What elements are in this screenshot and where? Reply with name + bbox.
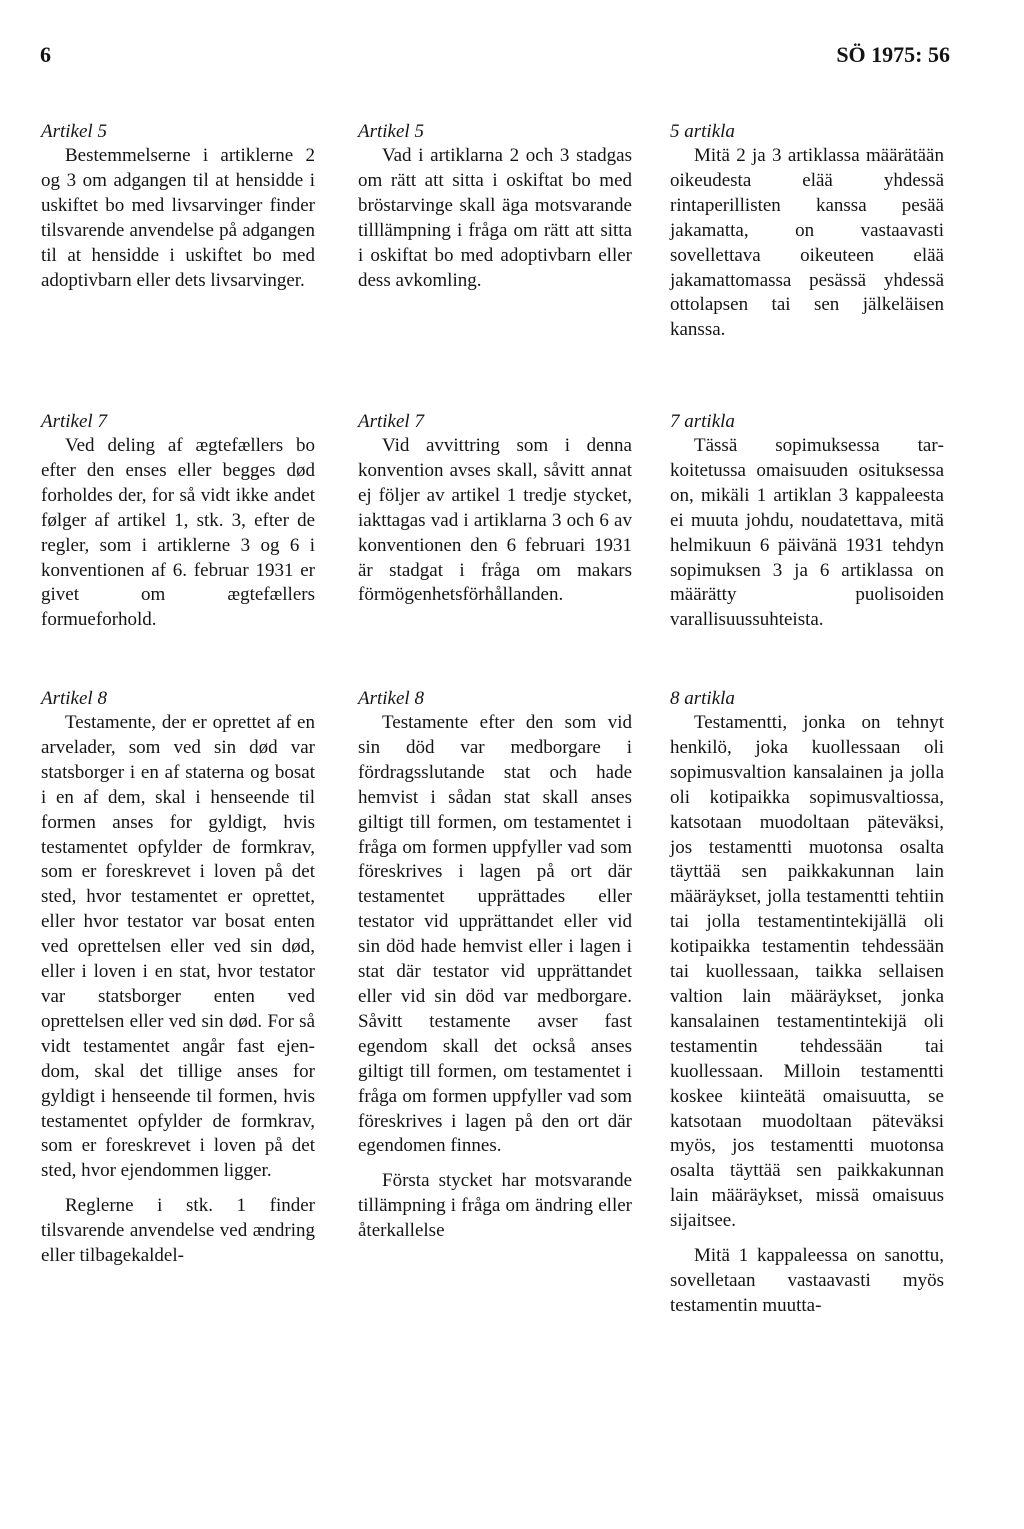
article-paragraph: Ved deling af ægtefællers bo efter den enses eller begges død forholdes der, for så vidt ikke andet følger af artikel 1, stk. 3, efter de regler, som i artiklerne 3 og 6 i konventionen af 6. februar 1931 er givet om ægtefællers formueforhold. <box>41 435 315 631</box>
article-heading: Artikel 7 <box>41 411 107 432</box>
danish-article-8 <box>41 687 315 1269</box>
swedish-article-5 <box>358 120 632 293</box>
article-heading: 8 artikla <box>670 688 735 709</box>
swedish-article-8 <box>358 687 632 1244</box>
article-paragraph: Testamentti, jonka on tehnyt henkilö, joka kuollessaan oli sopimusvaltion kansalainen ja jolla oli kotipaikka sopimusvaltiossa, katsotaan muodoltaan päteväksi, jos testamentti muotonsa osalta täyttää sen paikkakunnan lain määräykset, jolla testamentti tehtiin tai jolla testamentintekijällä oli kotipaikka testamentin tehdessään tai kuollessaan, taikka sellaisen valtion lain määräykset, jonka kansalainen testamentintekijä oli testamentin tehdessään tai kuollessaan. Milloin testamentti koskee kiinteätä omaisuutta, se katsotaan muodoltaan päteväksi myös, jos testamentti muotonsa osalta täyttää sen paikkakunnan lain määräykset, missä omaisuus sijaitsee. <box>670 712 944 1232</box>
article-paragraph: Första stycket har motsvarande tillämpning i fråga om ändring eller återkallelse <box>358 1170 632 1242</box>
article-heading: Artikel 8 <box>358 688 424 709</box>
swedish-article-7 <box>358 410 632 608</box>
article-paragraph: Bestemmelserne i artiklerne 2 og 3 om adgangen til at hensidde i uskiftet bo med livsarvinger finder tilsvarende anvendelse på adgangen til at hensidde i uskiftet bo med adoptivbarn eller dets livsarvinger. <box>41 145 315 291</box>
article-heading: 7 artikla <box>670 411 735 432</box>
article-heading: Artikel 5 <box>358 121 424 142</box>
document-reference: SÖ 1975: 56 <box>836 42 950 67</box>
article-heading: Artikel 5 <box>41 121 107 142</box>
danish-article-7 <box>41 410 315 633</box>
article-paragraph: Reglerne i stk. 1 finder tilsvarende anvendelse ved ændring eller tilbagekaldel- <box>41 1195 315 1267</box>
article-paragraph: Testamente efter den som vid sin död var medborgare i fördragsslutande stat och hade hemvist i sådan stat skall anses giltigt till formen, om testamentet i fråga om formen uppfyller vad som föreskrives i lagen på ort där testamentet upprättades eller testator vid upprättandet eller vid sin död hade hemvist eller i lagen i stat där testator vid upprättandet eller vid sin död var medborgare. Såvitt testamente avser fast egendom skall det också anses giltigt till formen, om testamentet i fråga om formen uppfyller vad som föreskrives i lagen på den ort där egendomen finnes. <box>358 712 632 1157</box>
article-paragraph: Testamente, der er oprettet af en arvelader, som ved sin død var statsborger i en af staterna og bosat i en af dem, skal i henseende til formen anses for gyldigt, hvis testamentet opfylder de formkrav, som er foreskrevet i loven på det sted, hvor testamentet er oprettet, eller hvor testator var bosat enten ved oprettelsen eller ved sin død, eller i loven i en stat, hvor testator var statsborger enten ved oprettelsen eller ved sin død. For så vidt testamentet angår fast ejendom, skal det tillige anses for gyldigt i henseende til formen, hvis testamentet opfylder de formkrav, som er foreskrevet i loven på det sted, hvor ejendommen ligger. <box>41 712 315 1182</box>
page-number: 6 <box>40 42 51 67</box>
article-paragraph: Vid avvittring som i denna konvention avses skall, såvitt annat ej följer av artikel 1 tredje stycket, iakttagas vad i artiklarna 3 och 6 av konventionen den 6 februari 1931 är stadgat i fråga om makars förmögenhetsförhållanden. <box>358 435 632 606</box>
article-paragraph: Mitä 1 kappaleessa on sanottu, sovelletaan vastaavasti myös testamentin muutta- <box>670 1245 944 1316</box>
article-paragraph: Tässä sopimuksessa tarkoitetussa omaisuuden osituksessa on, mikäli 1 artiklan 3 kappaleesta ei muuta johdu, noudatettava, mitä helmikuun 6 päivänä 1931 tehdyn sopimuksen 3 ja 6 artiklassa on määrätty puolisoiden varallisuussuhteista. <box>670 435 944 631</box>
article-heading: 5 artikla <box>670 121 735 142</box>
article-heading: Artikel 8 <box>41 688 107 709</box>
finnish-article-8 <box>670 687 944 1319</box>
article-heading: Artikel 7 <box>358 411 424 432</box>
finnish-article-5 <box>670 120 944 343</box>
article-paragraph: Vad i artiklarna 2 och 3 stadgas om rätt att sitta i oskiftat bo med bröstarvinge skall äga motsvarande tilllämpning i fråga om rätt att sitta i oskiftat bo med adoptivbarn eller dess avkomling. <box>358 145 632 291</box>
finnish-article-7 <box>670 410 944 633</box>
article-paragraph: Mitä 2 ja 3 artiklassa määrätään oikeudesta elää yhdessä rintaperillisten kanssa pesää jakamatta, on vastaavasti sovellettava oikeuteen elää jakamattomassa pesässä yhdessä ottolapsen tai sen jälkeläisen kanssa. <box>670 145 944 341</box>
danish-article-5 <box>41 120 315 293</box>
